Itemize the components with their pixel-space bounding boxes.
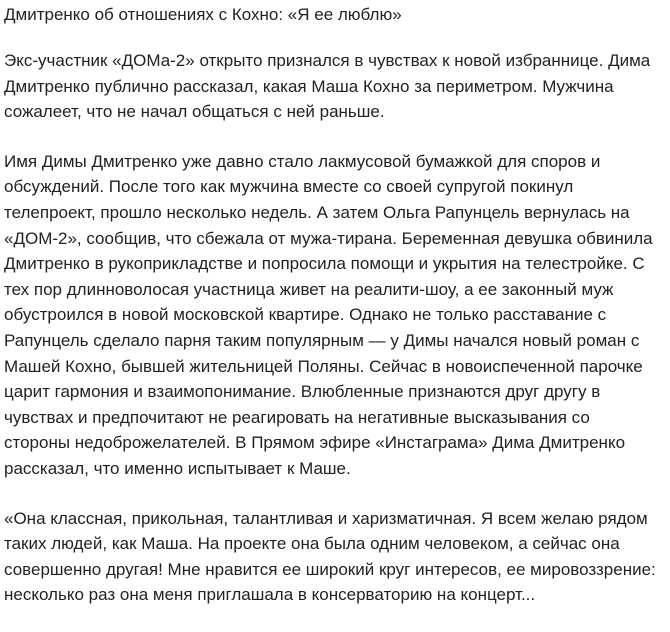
paragraph-line: чувствах и предпочитают не реагировать на негативные высказывания со	[4, 407, 590, 427]
paragraph-line: совершенно другая! Мне нравится ее широкий круг интересов, ее мировоззрение:	[4, 559, 656, 579]
paragraph-line: несколько раз она меня приглашала в консерваторию на концерт...	[4, 585, 536, 605]
paragraph-line: сожалеет, что не начал общаться с ней раньше.	[4, 102, 385, 122]
paragraph-line: обустроился в новой московской квартире. Однако не только расставание с	[4, 305, 607, 325]
paragraph-line: «Она классная, прикольная, талантливая и харизматичная. Я всем желаю рядом	[4, 508, 648, 528]
paragraph-line: Экс-участник «ДОМа-2» открыто признался в чувствах к новой избраннице. Дима	[4, 51, 651, 70]
paragraph-line: обсуждений. После того как мужчина вместе со своей супругой покинул	[4, 177, 574, 197]
paragraph-line: рассказал, что именно испытывает к Маше.	[4, 458, 351, 478]
paragraph-line: таких людей, как Маша. На проекте она была одним человеком, а сейчас она	[4, 534, 620, 554]
article-paragraph-3	[4, 506, 668, 608]
article-title: Дмитренко об отношениях с Кохно: «Я ее люблю»	[4, 5, 402, 24]
paragraph-line: Рапунцель сделало парня таким популярным — у Димы начался новый роман с	[4, 330, 640, 350]
paragraph-line: тех пор длинноволосая участница живет на реалити-шоу, а ее законный муж	[4, 279, 614, 299]
paragraph-line: стороны недоброжелателей. В Прямом эфире «Инстаграма» Дима Дмитренко	[4, 433, 626, 453]
paragraph-line: Дмитренко в рукоприкладстве и попросила помощи и укрытия на телестройке. С	[4, 254, 645, 274]
paragraph-line: Дмитренко публично рассказал, какая Маша Кохно за периметром. Мужчина	[4, 76, 614, 96]
article	[4, 4, 668, 632]
article-paragraph-2	[4, 149, 668, 482]
paragraph-line: телепроект, прошло несколько недель. А затем Ольга Рапунцель вернулась на	[4, 202, 630, 222]
paragraph-line: Имя Димы Дмитренко уже давно стало лакмусовой бумажкой для споров и	[4, 151, 601, 171]
article-paragraph-1	[4, 48, 668, 125]
paragraph-line: Машей Кохно, бывшей жительницей Поляны. Сейчас в новоиспеченной парочке	[4, 356, 643, 376]
paragraph-line: царит гармония и взаимопонимание. Влюбленные признаются друг другу в	[4, 382, 601, 402]
paragraph-line: «ДОМ-2», сообщив, что сбежала от мужа-тирана. Беременная девушка обвинила	[4, 228, 653, 248]
